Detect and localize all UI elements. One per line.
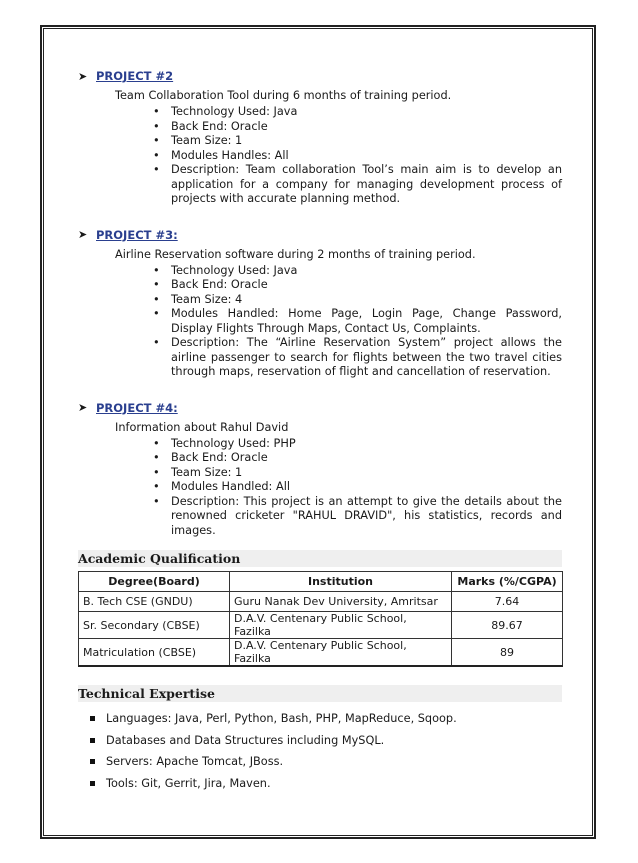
column-header: Institution — [230, 572, 452, 592]
list-item: • Modules Handled: Home Page, Login Page, Change Password, Display Flights Through Maps, Contact Us, Complaints. — [153, 307, 562, 335]
list-item: • Description: The “Airline Reservation System” project allows the airline passenger to search for flights between the two travel cities through maps, reservation of flight and cancellation of reservation. — [153, 336, 562, 378]
square-bullet-icon — [90, 781, 95, 786]
list-item: • Technology Used: PHP — [153, 436, 296, 450]
list-item: • Back End: Oracle — [153, 278, 268, 291]
list-item: Servers: Apache Tomcat, JBoss. — [90, 751, 562, 773]
table-header-row — [79, 572, 563, 592]
square-bullet-icon — [90, 738, 95, 743]
bullet-dot-icon: • — [153, 263, 160, 277]
arrow-bullet-icon: ➤ — [78, 228, 88, 241]
list-item: • Back End: Oracle — [153, 451, 268, 464]
project-4-title: PROJECT #4: — [96, 400, 178, 415]
project-2-description: Team Collaboration Tool during 6 months of training period. — [115, 89, 452, 102]
bullet-dot-icon: • — [153, 494, 160, 508]
project-2 — [78, 67, 562, 207]
table-cell: B. Tech CSE (GNDU) — [79, 592, 230, 612]
table-cell: Sr. Secondary (CBSE) — [79, 612, 230, 639]
list-item: Tools: Git, Gerrit, Jira, Maven. — [90, 773, 562, 795]
table-cell: 89 — [452, 639, 563, 667]
list-item: Databases and Data Structures including MySQL. — [90, 730, 562, 752]
square-bullet-icon — [90, 759, 95, 764]
list-item: • Modules Handles: All — [153, 148, 289, 162]
project-4-description: Information about Rahul David — [115, 420, 289, 434]
table-cell: Matriculation (CBSE) — [79, 639, 230, 667]
column-header: Degree(Board) — [79, 572, 230, 592]
table-cell: 89.67 — [452, 612, 563, 639]
project-3 — [78, 226, 562, 380]
project-3-description: Airline Reservation software during 2 months of training period. — [115, 247, 476, 261]
column-header: Marks (%/CGPA) — [452, 572, 563, 592]
table-row — [79, 612, 563, 639]
arrow-bullet-icon: ➤ — [78, 69, 88, 83]
list-item: • Team Size: 4 — [153, 292, 243, 306]
bullet-dot-icon: • — [153, 105, 160, 118]
bullet-dot-icon: • — [153, 278, 160, 291]
bullet-dot-icon: • — [153, 163, 160, 176]
bullet-dot-icon: • — [153, 480, 160, 493]
project-3-details — [78, 264, 562, 380]
list-item: • Technology Used: Java — [153, 105, 298, 118]
table-cell: D.A.V. Centenary Public School, Fazilka — [230, 639, 452, 667]
project-2-details — [78, 105, 562, 207]
project-4 — [78, 399, 562, 539]
table-row — [79, 592, 563, 612]
academic-heading: Academic Qualification — [78, 550, 562, 567]
bullet-dot-icon: • — [153, 148, 160, 162]
project-3-title: PROJECT #3: — [96, 227, 178, 242]
list-item: • Description: This project is an attempt to give the details about the renowned cricketer "RAHUL DRAVID", his statistics, records and images. — [153, 494, 562, 537]
bullet-dot-icon: • — [153, 307, 160, 320]
table-cell: Guru Nanak Dev University, Amritsar — [230, 592, 452, 612]
list-item: • Back End: Oracle — [153, 119, 268, 133]
project-3-heading — [78, 226, 562, 244]
list-item: • Team Size: 1 — [153, 465, 243, 479]
project-2-heading — [78, 67, 562, 85]
square-bullet-icon — [90, 716, 95, 721]
bullet-dot-icon: • — [153, 465, 160, 479]
bullet-dot-icon: • — [153, 436, 160, 450]
project-2-title: PROJECT #2 — [96, 69, 174, 83]
project-4-details — [78, 437, 562, 539]
academic-table — [78, 571, 563, 667]
list-item: • Description: Team collaboration Tool’s main aim is to develop an application for a company for managing development process of projects with accurate planning method. — [153, 163, 562, 205]
list-item: • Technology Used: Java — [153, 263, 298, 277]
bullet-dot-icon: • — [153, 134, 160, 147]
arrow-bullet-icon: ➤ — [78, 401, 88, 414]
list-item: • Team Size: 1 — [153, 134, 243, 147]
project-4-heading — [78, 399, 562, 417]
technical-list — [78, 708, 562, 794]
bullet-dot-icon: • — [153, 336, 160, 349]
table-row — [79, 639, 563, 667]
list-item: Languages: Java, Perl, Python, Bash, PHP, MapReduce, Sqoop. — [90, 708, 562, 730]
bullet-dot-icon: • — [153, 451, 160, 464]
technical-heading: Technical Expertise — [78, 685, 562, 702]
table-cell: D.A.V. Centenary Public School, Fazilka — [230, 612, 452, 639]
resume-content — [78, 67, 562, 794]
table-cell: 7.64 — [452, 592, 563, 612]
bullet-dot-icon: • — [153, 292, 160, 306]
bullet-dot-icon: • — [153, 119, 160, 133]
list-item: • Modules Handled: All — [153, 480, 290, 493]
